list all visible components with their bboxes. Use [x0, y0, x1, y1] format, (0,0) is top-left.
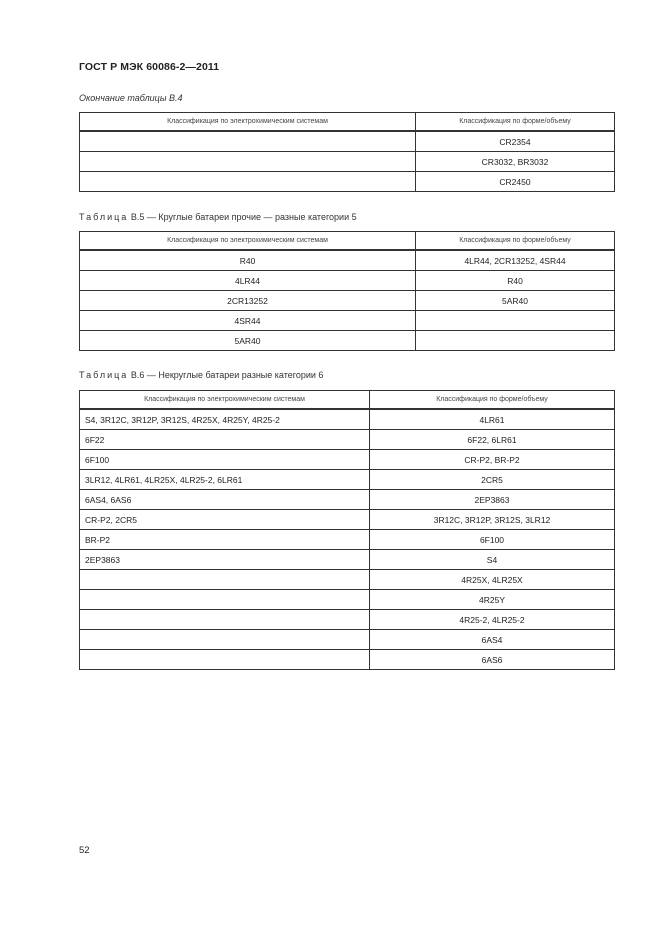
- document-code-header: ГОСТ Р МЭК 60086-2—2011: [79, 61, 220, 73]
- table-cell: CR-P2, 2CR5: [80, 510, 370, 530]
- table-b5-caption-prefix: Таблица: [79, 212, 129, 222]
- table-header-row: [80, 391, 615, 410]
- table-cell: 6F22: [80, 430, 370, 450]
- column-header-electrochemical: Классификация по электрохимическим системам: [80, 391, 370, 410]
- table-header-row: [80, 232, 615, 251]
- table-cell: 3R12C, 3R12P, 3R12S, 3LR12: [370, 510, 615, 530]
- table-cell: R40: [416, 271, 615, 291]
- table-row: [80, 409, 615, 430]
- table-b5-caption: [79, 212, 357, 222]
- table-row: [80, 510, 615, 530]
- table-b6-caption-text: В.6 — Некруглые батареи разные категории 6: [130, 370, 324, 380]
- table-cell: [416, 311, 615, 331]
- table-cell: 6F100: [80, 450, 370, 470]
- table-b5: [79, 231, 615, 351]
- table-b6-caption-prefix: Таблица: [79, 370, 129, 380]
- table-cell: 6F22, 6LR61: [370, 430, 615, 450]
- table-row: [80, 131, 615, 152]
- table-b6-caption: [79, 370, 323, 380]
- table-cell: [80, 172, 416, 192]
- table-row: [80, 630, 615, 650]
- table-cell: 2CR13252: [80, 291, 416, 311]
- table-row: [80, 590, 615, 610]
- table-row: [80, 450, 615, 470]
- table-cell: 4R25X, 4LR25X: [370, 570, 615, 590]
- table-row: [80, 530, 615, 550]
- table-row: [80, 152, 615, 172]
- table-cell: 4LR44, 2CR13252, 4SR44: [416, 250, 615, 271]
- table-cell: 6AS6: [370, 650, 615, 670]
- table-row: [80, 291, 615, 311]
- table-cell: [80, 630, 370, 650]
- table-cell: [80, 590, 370, 610]
- table-cell: 5AR40: [80, 331, 416, 351]
- table-cell: 6F100: [370, 530, 615, 550]
- table-row: [80, 250, 615, 271]
- table-cell: S4, 3R12C, 3R12P, 3R12S, 4R25X, 4R25Y, 4R25-2: [80, 409, 370, 430]
- table-cell: [80, 610, 370, 630]
- table-cell: [80, 650, 370, 670]
- table-cell: CR3032, BR3032: [416, 152, 615, 172]
- table-cell: 6AS4, 6AS6: [80, 490, 370, 510]
- table-header-row: [80, 113, 615, 132]
- table-b6: [79, 390, 615, 670]
- table-b4-caption: Окончание таблицы В.4: [79, 93, 183, 103]
- table-row: [80, 610, 615, 630]
- column-header-shape-volume: Классификация по форме/объему: [416, 232, 615, 251]
- table-row: [80, 550, 615, 570]
- table-cell: 5AR40: [416, 291, 615, 311]
- table-row: [80, 570, 615, 590]
- table-cell: CR2450: [416, 172, 615, 192]
- table-cell: 4SR44: [80, 311, 416, 331]
- table-cell: CR-P2, BR-P2: [370, 450, 615, 470]
- table-row: [80, 311, 615, 331]
- table-cell: 2EP3863: [370, 490, 615, 510]
- table-b5-caption-text: В.5 — Круглые батареи прочие — разные категории 5: [130, 212, 357, 222]
- table-cell: 4LR61: [370, 409, 615, 430]
- table-row: [80, 470, 615, 490]
- table-cell: 4R25Y: [370, 590, 615, 610]
- table-cell: 6AS4: [370, 630, 615, 650]
- table-cell: S4: [370, 550, 615, 570]
- table-cell: [80, 152, 416, 172]
- table-row: [80, 271, 615, 291]
- table-row: [80, 650, 615, 670]
- table-row: [80, 331, 615, 351]
- table-row: [80, 490, 615, 510]
- table-cell: R40: [80, 250, 416, 271]
- table-cell: [80, 131, 416, 152]
- column-header-electrochemical: Классификация по электрохимическим системам: [80, 113, 416, 132]
- column-header-shape-volume: Классификация по форме/объему: [416, 113, 615, 132]
- page-number: 52: [79, 845, 90, 856]
- table-cell: [80, 570, 370, 590]
- table-cell: 2EP3863: [80, 550, 370, 570]
- table-row: [80, 172, 615, 192]
- table-cell: [416, 331, 615, 351]
- table-cell: BR-P2: [80, 530, 370, 550]
- table-cell: 4LR44: [80, 271, 416, 291]
- table-cell: 2CR5: [370, 470, 615, 490]
- table-cell: 3LR12, 4LR61, 4LR25X, 4LR25-2, 6LR61: [80, 470, 370, 490]
- column-header-electrochemical: Классификация по электрохимическим системам: [80, 232, 416, 251]
- column-header-shape-volume: Классификация по форме/объему: [370, 391, 615, 410]
- table-cell: 4R25-2, 4LR25-2: [370, 610, 615, 630]
- table-row: [80, 430, 615, 450]
- table-cell: CR2354: [416, 131, 615, 152]
- table-b4: [79, 112, 615, 192]
